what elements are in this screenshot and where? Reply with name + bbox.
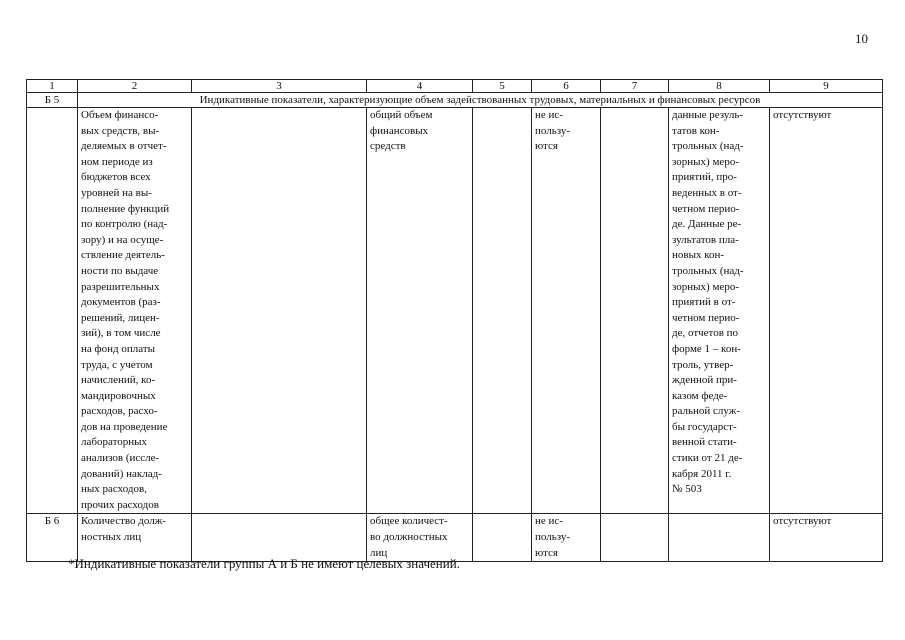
table-cell-col6: не ис- пользу- ются	[532, 514, 601, 562]
column-header-7: 7	[601, 80, 669, 93]
table-cell-col7	[601, 108, 669, 514]
section-row	[27, 93, 883, 108]
row-id	[27, 108, 78, 514]
footnote: *Индикативные показатели группы А и Б не имеют целевых значений.	[68, 556, 460, 571]
indicator-name-cell: Объем финансо- вых средств, вы- деляемых в отчет- ном периоде из бюджетов всех уровней на вы- полнение функций по контролю (над- зору) и на осуще- ствление деятель- ности по выдаче разрешительных документов (раз- решений, лицен- зий), в том числе на фонд оплаты труда, с учетом начислений, ко- мандировочных расходов, расхо- дов на проведение лабораторных анализов (иссле- дований) наклад- ных расходов, прочих расходов	[78, 108, 192, 514]
table-cell-col5	[473, 514, 532, 562]
column-header-2: 2	[78, 80, 192, 93]
section-id: Б 5	[27, 93, 78, 108]
indicators-table	[26, 79, 883, 562]
indicator-name-cell: Количество долж- ностных лиц	[78, 514, 192, 562]
table-cell-col5	[473, 108, 532, 514]
page-number: 10	[855, 31, 868, 46]
table-cell-col6: не ис- пользу- ются	[532, 108, 601, 514]
table-cell-col4: общий объем финансовых средств	[367, 108, 473, 514]
row-id: Б 6	[27, 514, 78, 562]
column-header-6: 6	[532, 80, 601, 93]
table-cell-col3	[192, 514, 367, 562]
table-row	[27, 108, 883, 514]
table-cell-col9: отсутствуют	[770, 514, 883, 562]
column-number-row	[27, 80, 883, 93]
column-header-5: 5	[473, 80, 532, 93]
data-source-cell: данные резуль- татов кон- трольных (над- зорных) меро- приятий, про- веденных в от- четном перио- де. Данные ре- зультатов пла- новых кон- трольных (над- зорных) меро- приятий в от- четном перио- де, отчетов по форме 1 – кон- троль, утвер- жденной при- казом феде- ральной служ- бы государст- венной стати- стики от 21 де- кабря 2011 г. № 503	[669, 108, 770, 514]
table-row	[27, 514, 883, 562]
column-header-1: 1	[27, 80, 78, 93]
table-cell-col7	[601, 514, 669, 562]
data-source-cell	[669, 514, 770, 562]
column-header-9: 9	[770, 80, 883, 93]
column-header-8: 8	[669, 80, 770, 93]
table-cell-col3	[192, 108, 367, 514]
column-header-4: 4	[367, 80, 473, 93]
section-title: Индикативные показатели, характеризующие объем задействованных трудовых, материальных и финансовых ресурсов	[78, 93, 883, 108]
table-cell-col9: отсутствуют	[770, 108, 883, 514]
table-cell-col4: общее количест- во должностных лиц	[367, 514, 473, 562]
column-header-3: 3	[192, 80, 367, 93]
